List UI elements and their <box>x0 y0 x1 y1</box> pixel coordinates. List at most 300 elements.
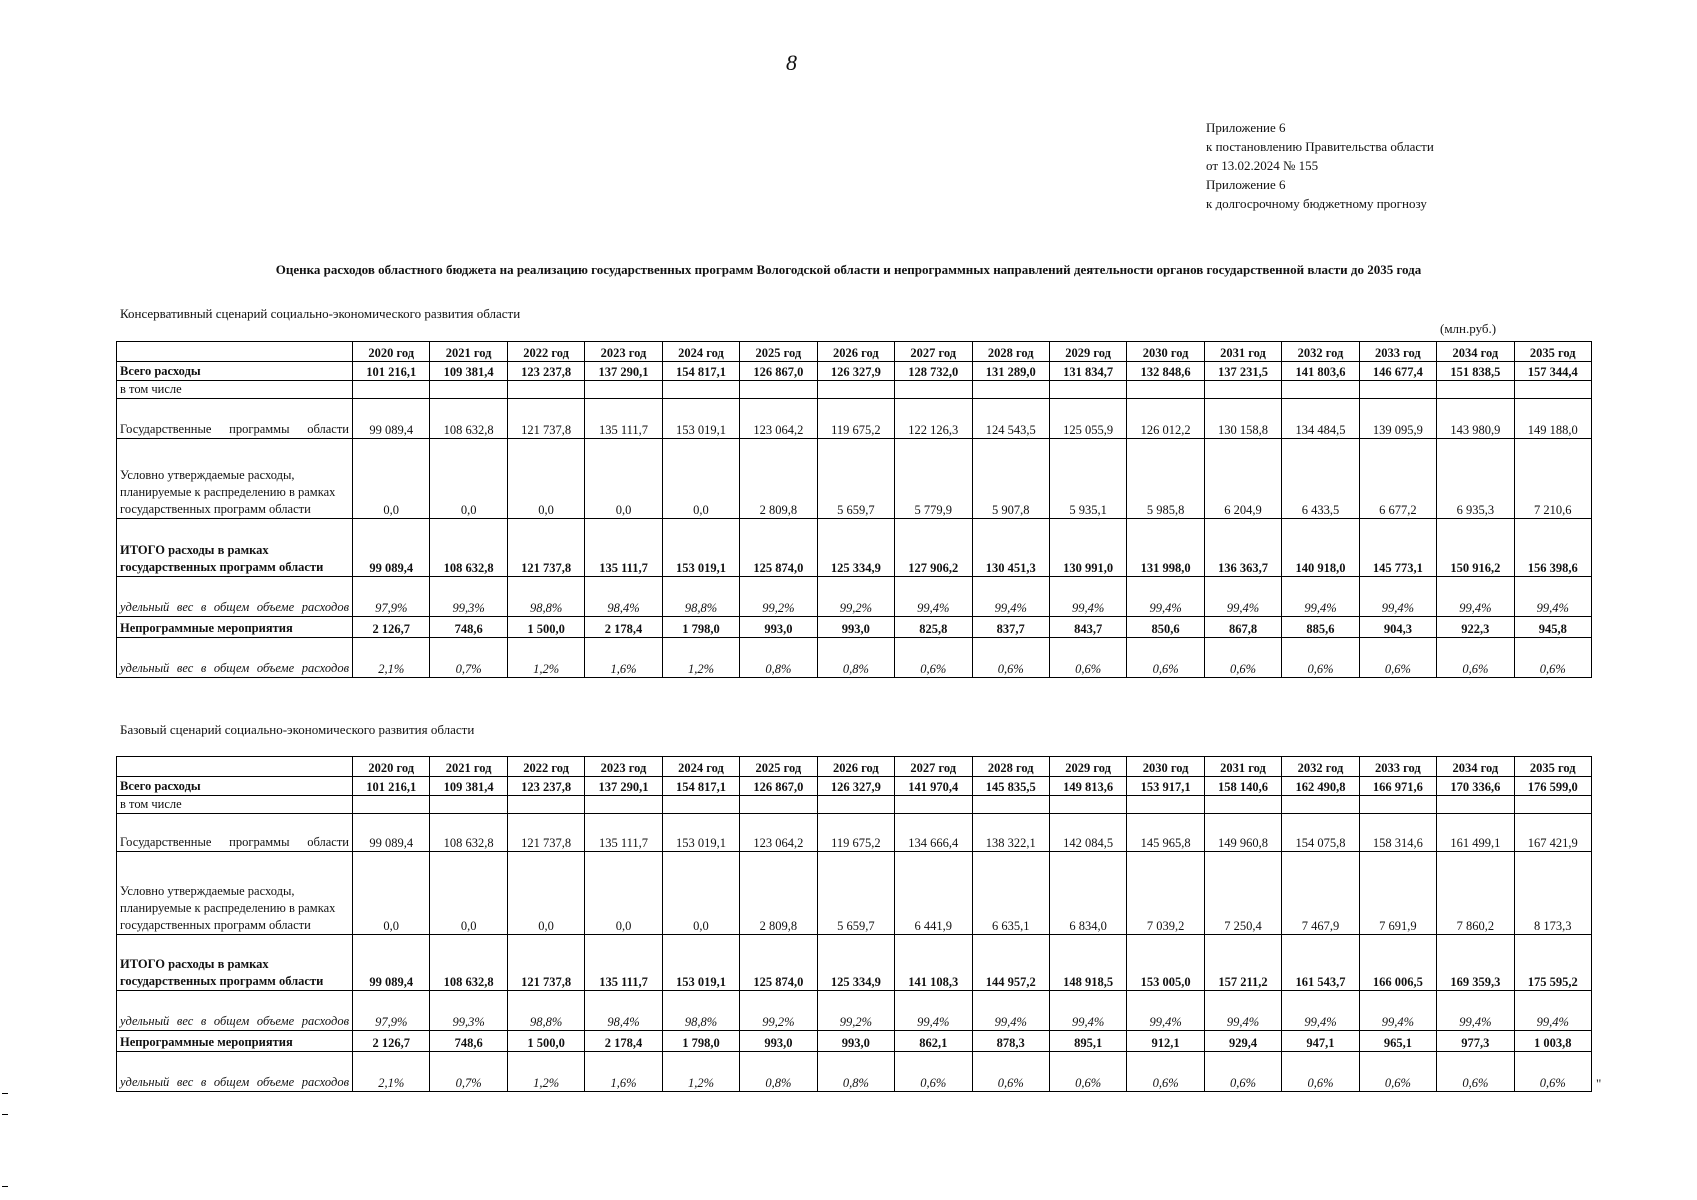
table-cell: 138 322,1 <box>972 814 1049 852</box>
table-cell: 99,4% <box>1514 577 1591 617</box>
table-row <box>117 991 1592 1031</box>
appendix-line: от 13.02.2024 № 155 <box>1206 158 1319 173</box>
table-cell: 128 732,0 <box>895 362 972 381</box>
year-header: 2030 год <box>1127 757 1204 777</box>
year-header: 2026 год <box>817 757 894 777</box>
header-row <box>117 757 1592 777</box>
table-cell: 146 677,4 <box>1359 362 1436 381</box>
table-cell: 945,8 <box>1514 617 1591 638</box>
table-cell: 145 965,8 <box>1127 814 1204 852</box>
table-cell: 0,6% <box>1127 1052 1204 1092</box>
year-header: 2023 год <box>585 757 662 777</box>
table-cell: 2 178,4 <box>585 617 662 638</box>
row-label: ИТОГО расходы в рамках государственных программ области <box>117 935 353 991</box>
table-cell: 153 019,1 <box>662 519 739 577</box>
table-cell: 98,8% <box>662 991 739 1031</box>
table-cell: 5 659,7 <box>817 439 894 519</box>
row-label: Непрограммные мероприятия <box>117 1031 353 1052</box>
table-row <box>117 519 1592 577</box>
table-cell: 137 231,5 <box>1204 362 1281 381</box>
table-cell <box>353 381 430 399</box>
appendix-line: Приложение 6 <box>1206 177 1286 192</box>
table-cell: 108 632,8 <box>430 519 507 577</box>
table-cell <box>740 381 817 399</box>
table-cell: 108 632,8 <box>430 935 507 991</box>
table-cell <box>895 381 972 399</box>
table-cell: 153 019,1 <box>662 935 739 991</box>
table-cell: 99,2% <box>740 991 817 1031</box>
table-cell: 99 089,4 <box>353 935 430 991</box>
table-cell: 170 336,6 <box>1437 777 1514 796</box>
table-cell: 130 158,8 <box>1204 399 1281 439</box>
table-cell: 99,2% <box>740 577 817 617</box>
table-cell: 929,4 <box>1204 1031 1281 1052</box>
table-cell: 7 691,9 <box>1359 852 1436 935</box>
table-cell: 153 917,1 <box>1127 777 1204 796</box>
table-cell <box>972 796 1049 814</box>
table-cell: 993,0 <box>740 617 817 638</box>
header-corner <box>117 342 353 362</box>
table-cell: 145 773,1 <box>1359 519 1436 577</box>
table-row <box>117 935 1592 991</box>
table-cell <box>662 796 739 814</box>
table-cell <box>507 381 584 399</box>
table-cell: 1 003,8 <box>1514 1031 1591 1052</box>
table-cell: 0,8% <box>817 638 894 678</box>
table-cell: 99,4% <box>895 577 972 617</box>
table-cell: 1,6% <box>585 1052 662 1092</box>
table-cell: 127 906,2 <box>895 519 972 577</box>
row-label: Условно утверждаемые расходы, планируемые к распределению в рамках государственных программ области <box>117 852 353 935</box>
table-cell: 145 835,5 <box>972 777 1049 796</box>
table-cell: 0,0 <box>430 439 507 519</box>
table-cell: 126 867,0 <box>740 362 817 381</box>
year-header: 2025 год <box>740 757 817 777</box>
table-cell: 0,8% <box>817 1052 894 1092</box>
year-header: 2021 год <box>430 757 507 777</box>
table-cell: 2,1% <box>353 638 430 678</box>
table-cell: 99,4% <box>895 991 972 1031</box>
appendix-block <box>1206 118 1434 213</box>
row-label: Всего расходы <box>117 362 353 381</box>
table-cell: 123 237,8 <box>507 362 584 381</box>
table-cell <box>430 381 507 399</box>
table-cell <box>430 796 507 814</box>
table-cell: 149 813,6 <box>1049 777 1126 796</box>
year-header: 2024 год <box>662 342 739 362</box>
table-cell: 0,6% <box>972 638 1049 678</box>
row-label: в том числе <box>117 381 353 399</box>
table-cell: 99,4% <box>972 577 1049 617</box>
table-cell: 748,6 <box>430 617 507 638</box>
table-cell: 5 985,8 <box>1127 439 1204 519</box>
table-cell: 99,4% <box>1049 577 1126 617</box>
table-cell: 6 433,5 <box>1282 439 1359 519</box>
year-header: 2035 год <box>1514 757 1591 777</box>
table-cell: 97,9% <box>353 991 430 1031</box>
table-cell: 6 635,1 <box>972 852 1049 935</box>
table-cell: 156 398,6 <box>1514 519 1591 577</box>
table-cell: 843,7 <box>1049 617 1126 638</box>
table-cell: 922,3 <box>1437 617 1514 638</box>
appendix-line: Приложение 6 <box>1206 120 1286 135</box>
table-cell <box>1282 796 1359 814</box>
table-cell: 125 334,9 <box>817 935 894 991</box>
edge-mark <box>2 1186 8 1187</box>
table-cell: 0,6% <box>1282 638 1359 678</box>
table-cell: 161 543,7 <box>1282 935 1359 991</box>
table-cell: 149 188,0 <box>1514 399 1591 439</box>
row-label: Непрограммные мероприятия <box>117 617 353 638</box>
table-cell: 154 817,1 <box>662 362 739 381</box>
table-cell: 1,6% <box>585 638 662 678</box>
row-label: удельный вес в общем объеме расходов <box>117 638 353 678</box>
table-cell: 2 809,8 <box>740 852 817 935</box>
table-cell <box>353 796 430 814</box>
table-cell: 101 216,1 <box>353 777 430 796</box>
table-cell: 1 500,0 <box>507 1031 584 1052</box>
table-cell: 878,3 <box>972 1031 1049 1052</box>
table-cell: 162 490,8 <box>1282 777 1359 796</box>
table-cell <box>585 381 662 399</box>
appendix-line: к постановлению Правительства области <box>1206 139 1434 154</box>
year-header: 2020 год <box>353 342 430 362</box>
table-cell: 993,0 <box>740 1031 817 1052</box>
table-cell: 0,0 <box>585 852 662 935</box>
edge-marks <box>2 1093 8 1115</box>
table-cell: 135 111,7 <box>585 519 662 577</box>
table-cell: 99,4% <box>1437 991 1514 1031</box>
table-cell: 0,0 <box>662 439 739 519</box>
table-row <box>117 362 1592 381</box>
table-cell: 126 327,9 <box>817 777 894 796</box>
table-cell <box>740 796 817 814</box>
table-cell: 2 126,7 <box>353 1031 430 1052</box>
table-cell <box>1437 796 1514 814</box>
table-cell: 7 860,2 <box>1437 852 1514 935</box>
table-cell: 6 204,9 <box>1204 439 1281 519</box>
table-cell: 121 737,8 <box>507 519 584 577</box>
row-label: Условно утверждаемые расходы, планируемые к распределению в рамках государственных программ области <box>117 439 353 519</box>
year-header: 2032 год <box>1282 342 1359 362</box>
row-label: удельный вес в общем объеме расходов <box>117 1052 353 1092</box>
year-header: 2029 год <box>1049 342 1126 362</box>
table-cell: 98,8% <box>507 991 584 1031</box>
table-cell: 131 289,0 <box>972 362 1049 381</box>
appendix-line: к долгосрочному бюджетному прогнозу <box>1206 196 1427 211</box>
table-cell: 7 467,9 <box>1282 852 1359 935</box>
table-cell: 153 019,1 <box>662 814 739 852</box>
table-cell: 0,7% <box>430 1052 507 1092</box>
table-cell: 99,4% <box>1437 577 1514 617</box>
table-cell: 157 211,2 <box>1204 935 1281 991</box>
table-cell: 6 441,9 <box>895 852 972 935</box>
table-cell: 153 005,0 <box>1127 935 1204 991</box>
table-cell: 98,4% <box>585 991 662 1031</box>
table-cell: 97,9% <box>353 577 430 617</box>
table-row <box>117 1052 1592 1092</box>
page-number: 8 <box>786 50 797 75</box>
year-header: 2032 год <box>1282 757 1359 777</box>
table-cell: 965,1 <box>1359 1031 1436 1052</box>
table-cell: 99,4% <box>1282 577 1359 617</box>
table-cell: 867,8 <box>1204 617 1281 638</box>
table-cell: 98,4% <box>585 577 662 617</box>
table-cell: 0,8% <box>740 1052 817 1092</box>
table-cell <box>895 796 972 814</box>
table-cell: 161 499,1 <box>1437 814 1514 852</box>
table-cell: 99,3% <box>430 991 507 1031</box>
table-cell: 837,7 <box>972 617 1049 638</box>
table-cell: 862,1 <box>895 1031 972 1052</box>
table-cell: 0,0 <box>353 852 430 935</box>
table-cell: 154 817,1 <box>662 777 739 796</box>
year-header: 2027 год <box>895 757 972 777</box>
table-cell: 99 089,4 <box>353 399 430 439</box>
row-label: Государственные программы области <box>117 814 353 852</box>
table-cell: 0,0 <box>353 439 430 519</box>
table-cell: 0,6% <box>1359 638 1436 678</box>
table-cell <box>817 381 894 399</box>
table-cell: 98,8% <box>662 577 739 617</box>
table-row <box>117 399 1592 439</box>
table-cell: 137 290,1 <box>585 777 662 796</box>
table-cell: 912,1 <box>1127 1031 1204 1052</box>
table-cell: 7 210,6 <box>1514 439 1591 519</box>
year-header: 2034 год <box>1437 757 1514 777</box>
table-cell: 166 006,5 <box>1359 935 1436 991</box>
table-row <box>117 1031 1592 1052</box>
table-cell: 5 935,1 <box>1049 439 1126 519</box>
table-cell: 1 500,0 <box>507 617 584 638</box>
table-cell: 0,6% <box>1204 1052 1281 1092</box>
table-cell: 135 111,7 <box>585 399 662 439</box>
table-cell: 0,8% <box>740 638 817 678</box>
table-cell: 137 290,1 <box>585 362 662 381</box>
table-cell: 0,0 <box>507 439 584 519</box>
scenario-title-base: Базовый сценарий социально-экономического развития области <box>120 722 475 737</box>
table-cell: 108 632,8 <box>430 814 507 852</box>
row-label: Государственные программы области <box>117 399 353 439</box>
table-cell: 2,1% <box>353 1052 430 1092</box>
table-cell: 132 848,6 <box>1127 362 1204 381</box>
table-cell: 143 980,9 <box>1437 399 1514 439</box>
table-cell: 0,7% <box>430 638 507 678</box>
table-cell: 6 677,2 <box>1359 439 1436 519</box>
header-row <box>117 342 1592 362</box>
year-header: 2031 год <box>1204 342 1281 362</box>
table-cell: 149 960,8 <box>1204 814 1281 852</box>
table-cell: 0,6% <box>1437 638 1514 678</box>
table-cell: 0,0 <box>585 439 662 519</box>
table-cell <box>1359 796 1436 814</box>
table-cell: 166 971,6 <box>1359 777 1436 796</box>
table-cell: 0,0 <box>430 852 507 935</box>
table-cell: 108 632,8 <box>430 399 507 439</box>
table-cell: 1 798,0 <box>662 1031 739 1052</box>
table-cell: 5 907,8 <box>972 439 1049 519</box>
table-cell <box>1514 381 1591 399</box>
year-header: 2022 год <box>507 342 584 362</box>
row-label: удельный вес в общем объеме расходов <box>117 991 353 1031</box>
year-header: 2020 год <box>353 757 430 777</box>
table-cell: 123 064,2 <box>740 814 817 852</box>
table-cell: 748,6 <box>430 1031 507 1052</box>
table-cell: 136 363,7 <box>1204 519 1281 577</box>
year-header: 2027 год <box>895 342 972 362</box>
year-header: 2022 год <box>507 757 584 777</box>
table-cell: 0,6% <box>1127 638 1204 678</box>
table-cell <box>585 796 662 814</box>
table-cell: 142 084,5 <box>1049 814 1126 852</box>
table-cell: 993,0 <box>817 1031 894 1052</box>
table-conservative <box>116 341 1592 678</box>
table-cell: 157 344,4 <box>1514 362 1591 381</box>
table-cell: 0,6% <box>895 638 972 678</box>
table-row <box>117 814 1592 852</box>
table-cell: 167 421,9 <box>1514 814 1591 852</box>
table-row <box>117 638 1592 678</box>
table-cell: 99,4% <box>972 991 1049 1031</box>
table-cell: 154 075,8 <box>1282 814 1359 852</box>
table-cell: 1,2% <box>507 1052 584 1092</box>
table-cell: 131 998,0 <box>1127 519 1204 577</box>
table-cell: 131 834,7 <box>1049 362 1126 381</box>
table-cell: 134 484,5 <box>1282 399 1359 439</box>
table-cell <box>1359 381 1436 399</box>
scenario-title-conservative: Консервативный сценарий социально-экономического развития области <box>120 306 521 321</box>
row-label: Всего расходы <box>117 777 353 796</box>
table-cell: 5 659,7 <box>817 852 894 935</box>
table-cell: 125 874,0 <box>740 519 817 577</box>
table-cell: 99,2% <box>817 991 894 1031</box>
table-cell: 8 173,3 <box>1514 852 1591 935</box>
table-cell: 895,1 <box>1049 1031 1126 1052</box>
table-cell: 825,8 <box>895 617 972 638</box>
table-cell: 109 381,4 <box>430 362 507 381</box>
table-cell: 123 237,8 <box>507 777 584 796</box>
table-cell: 121 737,8 <box>507 814 584 852</box>
table-cell: 0,6% <box>1514 638 1591 678</box>
row-label: в том числе <box>117 796 353 814</box>
table-cell: 130 451,3 <box>972 519 1049 577</box>
table-row <box>117 852 1592 935</box>
table-cell: 5 779,9 <box>895 439 972 519</box>
table-cell: 6 834,0 <box>1049 852 1126 935</box>
table-cell: 977,3 <box>1437 1031 1514 1052</box>
year-header: 2028 год <box>972 342 1049 362</box>
table-cell <box>1204 796 1281 814</box>
table-cell: 151 838,5 <box>1437 362 1514 381</box>
table-cell: 0,6% <box>1204 638 1281 678</box>
table-cell: 140 918,0 <box>1282 519 1359 577</box>
table-cell: 130 991,0 <box>1049 519 1126 577</box>
table-cell: 121 737,8 <box>507 399 584 439</box>
table-cell: 124 543,5 <box>972 399 1049 439</box>
table-cell: 2 809,8 <box>740 439 817 519</box>
table-cell: 99 089,4 <box>353 814 430 852</box>
year-header: 2030 год <box>1127 342 1204 362</box>
year-header: 2028 год <box>972 757 1049 777</box>
row-label: удельный вес в общем объеме расходов <box>117 577 353 617</box>
table-cell: 175 595,2 <box>1514 935 1591 991</box>
table-cell: 99,3% <box>430 577 507 617</box>
year-header: 2034 год <box>1437 342 1514 362</box>
table-cell <box>1437 381 1514 399</box>
table-cell: 141 970,4 <box>895 777 972 796</box>
table-cell: 125 874,0 <box>740 935 817 991</box>
table-row <box>117 617 1592 638</box>
table-cell: 6 935,3 <box>1437 439 1514 519</box>
table-cell: 148 918,5 <box>1049 935 1126 991</box>
table-cell: 2 126,7 <box>353 617 430 638</box>
closing-quote: " <box>1596 1076 1602 1091</box>
table-cell <box>1127 796 1204 814</box>
table-cell: 0,6% <box>972 1052 1049 1092</box>
table-cell: 0,6% <box>1359 1052 1436 1092</box>
table-cell: 99,4% <box>1514 991 1591 1031</box>
table-cell: 109 381,4 <box>430 777 507 796</box>
table-base <box>116 756 1592 1092</box>
table-cell: 122 126,3 <box>895 399 972 439</box>
year-header: 2024 год <box>662 757 739 777</box>
table-cell <box>1204 381 1281 399</box>
table-cell: 169 359,3 <box>1437 935 1514 991</box>
year-header: 2021 год <box>430 342 507 362</box>
table-cell: 1 798,0 <box>662 617 739 638</box>
table-cell: 153 019,1 <box>662 399 739 439</box>
table-cell: 98,8% <box>507 577 584 617</box>
table-cell: 99,4% <box>1282 991 1359 1031</box>
row-label: ИТОГО расходы в рамках государственных программ области <box>117 519 353 577</box>
year-header: 2025 год <box>740 342 817 362</box>
table-cell: 121 737,8 <box>507 935 584 991</box>
table-cell: 850,6 <box>1127 617 1204 638</box>
table-cell: 126 327,9 <box>817 362 894 381</box>
table-cell: 158 140,6 <box>1204 777 1281 796</box>
year-header: 2033 год <box>1359 757 1436 777</box>
table-cell: 2 178,4 <box>585 1031 662 1052</box>
table-cell: 150 916,2 <box>1437 519 1514 577</box>
table-row <box>117 577 1592 617</box>
document-title: Оценка расходов областного бюджета на реализацию государственных программ Вологодской области и непрограммных направлений деятельности органов государственной власти до 2035 года <box>275 262 1422 277</box>
table-cell <box>507 796 584 814</box>
header-corner <box>117 757 353 777</box>
year-header: 2031 год <box>1204 757 1281 777</box>
table-cell: 0,6% <box>1049 1052 1126 1092</box>
table-row <box>117 796 1592 814</box>
table-cell: 99,4% <box>1049 991 1126 1031</box>
table-cell: 99,4% <box>1127 991 1204 1031</box>
table-cell: 99,4% <box>1359 991 1436 1031</box>
table-cell: 123 064,2 <box>740 399 817 439</box>
table-cell: 119 675,2 <box>817 814 894 852</box>
year-header: 2029 год <box>1049 757 1126 777</box>
table-cell: 99,4% <box>1204 577 1281 617</box>
table-cell: 135 111,7 <box>585 814 662 852</box>
table-cell: 125 055,9 <box>1049 399 1126 439</box>
units-label: (млн.руб.) <box>1440 321 1497 336</box>
table-cell: 0,6% <box>895 1052 972 1092</box>
year-header: 2033 год <box>1359 342 1436 362</box>
table-cell: 7 039,2 <box>1127 852 1204 935</box>
table-cell: 0,0 <box>507 852 584 935</box>
table-cell: 99 089,4 <box>353 519 430 577</box>
table-cell: 126 012,2 <box>1127 399 1204 439</box>
table-cell: 99,4% <box>1127 577 1204 617</box>
table-cell <box>817 796 894 814</box>
table-cell: 158 314,6 <box>1359 814 1436 852</box>
